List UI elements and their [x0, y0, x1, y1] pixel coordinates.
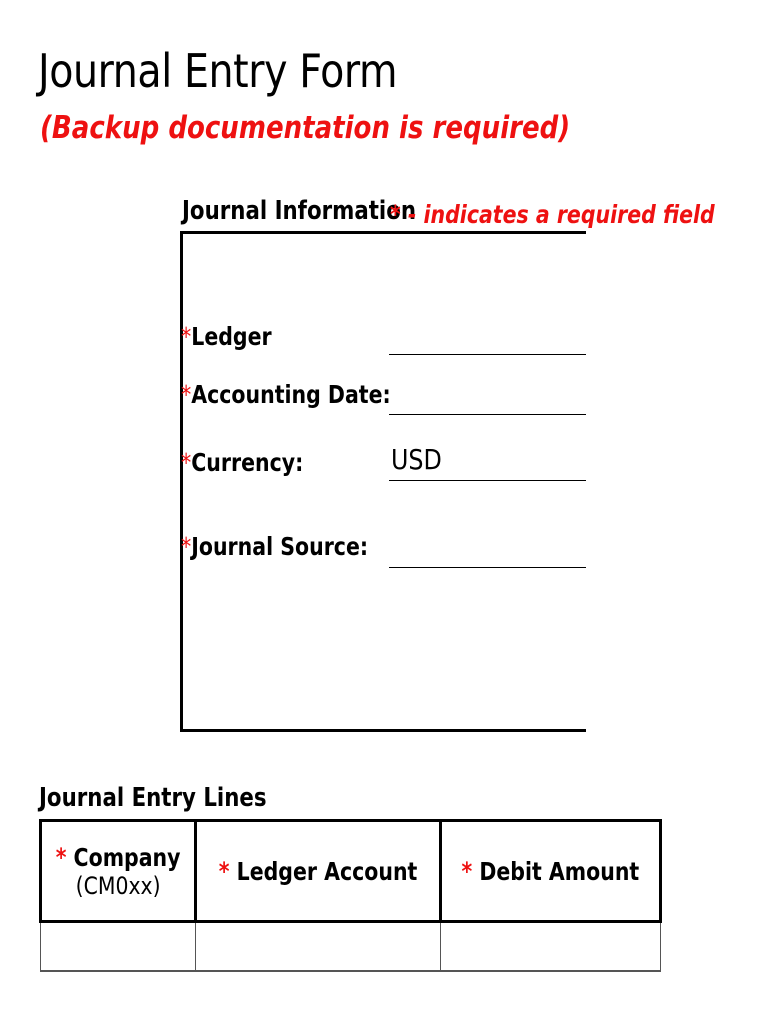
journal-source-field[interactable] — [389, 567, 586, 568]
debit-amount-cell[interactable] — [441, 922, 661, 972]
form-subtitle: (Backup documentation is required) — [40, 110, 571, 146]
journal-entry-lines-table — [39, 819, 662, 972]
currency-field[interactable] — [389, 480, 586, 481]
journal-entry-lines-heading: Journal Entry Lines — [39, 783, 267, 813]
required-star: * — [181, 322, 192, 351]
table-row — [41, 922, 661, 972]
required-field-note: * - indicates a required field — [390, 200, 715, 229]
accounting-date-field[interactable] — [389, 414, 586, 415]
journal-source-label: *Journal Source: — [181, 532, 369, 561]
company-column-header: * Company (CM0xx) — [41, 821, 196, 922]
company-cell[interactable] — [41, 922, 196, 972]
currency-value: USD — [391, 443, 442, 476]
required-star: * — [181, 380, 192, 409]
required-star: * — [219, 856, 237, 886]
required-note-container — [390, 196, 715, 236]
ledger-label: *Ledger — [181, 322, 272, 351]
ledger-account-cell[interactable] — [196, 922, 441, 972]
debit-amount-column-header: * Debit Amount — [441, 821, 661, 922]
required-star: * — [461, 856, 480, 886]
required-star: * — [55, 842, 74, 872]
currency-label: *Currency: — [181, 448, 304, 477]
journal-information-box — [180, 231, 586, 732]
form-title: Journal Entry Form — [38, 44, 398, 98]
journal-information-heading: Journal Information — [182, 196, 417, 226]
table-header-row — [41, 821, 661, 922]
required-star: * — [181, 532, 192, 561]
required-star: * — [181, 448, 192, 477]
ledger-field[interactable] — [389, 354, 586, 355]
accounting-date-label: *Accounting Date: — [181, 380, 391, 409]
company-format-hint: (CM0xx) — [75, 871, 161, 900]
ledger-account-column-header: * Ledger Account — [196, 821, 441, 922]
